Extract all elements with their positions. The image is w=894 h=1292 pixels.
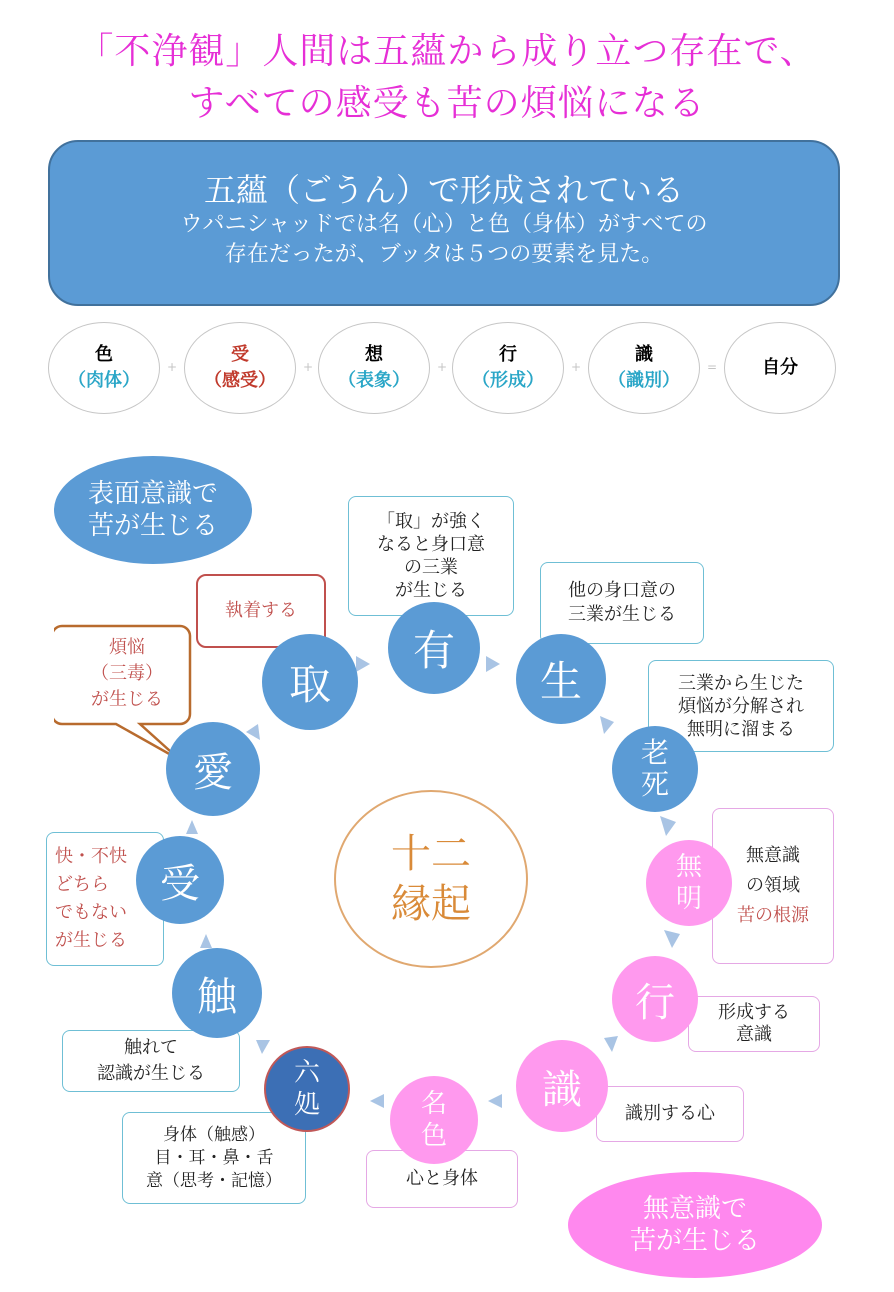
box-text: どちら [55, 874, 109, 895]
skandha-sub: （形成） [472, 370, 544, 391]
box-text: の領域 [746, 875, 800, 896]
box-text: 形成する [718, 1002, 790, 1023]
box-text: 触れて [124, 1037, 178, 1058]
title-line-1: 「不浄観」人間は五蘊から成り立つ存在で、 [77, 31, 817, 72]
ellipse-text: 無意識で [642, 1194, 747, 1224]
equals-sign: = [706, 360, 718, 374]
box-text: が生じる [91, 689, 163, 710]
node-text: 老 [640, 736, 669, 769]
arrow-icon [356, 656, 370, 672]
node-text: 無 [675, 852, 702, 882]
node-grasping [262, 634, 358, 730]
node-birth [516, 634, 606, 724]
consciousness-desc-box [596, 1086, 744, 1142]
node-text: 処 [293, 1090, 320, 1120]
node-text: 生 [539, 657, 582, 706]
box-text: 意（思考・記憶） [146, 1170, 282, 1191]
arrow-icon [660, 816, 676, 836]
node-text: 死 [640, 768, 669, 801]
box-text: 無明に溜まる [687, 718, 795, 740]
node-text: 色 [420, 1121, 447, 1151]
center-text: 十二 [391, 831, 471, 877]
plus-sign: + [302, 360, 314, 374]
box-text: 「取」が強く [377, 511, 485, 532]
box-text: 煩悩が分解され [678, 695, 804, 717]
box-text: 目・耳・鼻・舌 [154, 1147, 274, 1168]
ellipse-text: 苦が生じる [629, 1226, 760, 1256]
arrow-icon [486, 656, 500, 672]
box-text: が生じる [55, 930, 127, 951]
afflictions-bubble [58, 628, 196, 720]
ellipse-text: 表面意識で [87, 479, 218, 509]
node-text: 六 [293, 1058, 320, 1088]
skandha-main: 受 [231, 344, 249, 365]
node-text: 有 [412, 626, 455, 675]
ellipse-text: 苦が生じる [87, 511, 218, 541]
box-text: 身体（触感） [163, 1124, 265, 1145]
box-text: なると身口意 [377, 534, 485, 555]
node-text: 名 [420, 1089, 447, 1119]
node-aging-death [612, 726, 698, 812]
surface-consciousness-ellipse [54, 456, 252, 564]
box-text: 心と身体 [406, 1168, 478, 1189]
box-text: 快・不快 [55, 846, 127, 867]
banner-heading: 五蘊（ごうん）で形成されている [203, 171, 684, 209]
box-text: 三業が生じる [568, 604, 676, 625]
node-text: 取 [288, 660, 331, 709]
box-text: 認識が生じる [97, 1063, 205, 1084]
contact-desc-box [62, 1030, 240, 1092]
center-text: 縁起 [391, 881, 471, 927]
box-text: 識別する心 [625, 1103, 715, 1124]
formation-desc-box [688, 996, 820, 1052]
twelve-links-center [334, 790, 528, 968]
plus-sign: + [166, 360, 178, 374]
arrow-icon [256, 1040, 270, 1054]
node-text: 受 [160, 860, 200, 907]
banner-subtext-2: 存在だったが、ブッタは５つの要素を見た。 [224, 242, 664, 267]
skandha-sub: （識別） [608, 370, 680, 391]
banner-subtext-1: ウパニシャッドでは名（心）と色（身体）がすべての [180, 212, 708, 237]
skandha-sub: （感受） [204, 370, 276, 391]
unconscious-ellipse [568, 1172, 822, 1278]
box-text: の三業 [404, 557, 458, 578]
becoming-desc-box [348, 496, 514, 616]
node-text: 明 [675, 884, 702, 914]
node-formations [612, 956, 698, 1042]
birth-desc-box [540, 562, 704, 644]
result-label: 自分 [762, 357, 798, 378]
node-ignorance [646, 840, 732, 926]
node-becoming [388, 602, 480, 694]
box-text: 他の身口意の [568, 580, 676, 601]
box-text: 苦の根源 [737, 905, 809, 926]
arrow-icon [488, 1094, 502, 1108]
node-text: 愛 [193, 749, 233, 796]
arrow-icon [186, 820, 198, 834]
arrow-icon [600, 716, 614, 734]
box-text: が生じる [395, 580, 467, 601]
box-text: 意識 [736, 1024, 772, 1045]
arrow-icon [370, 1094, 384, 1108]
skandha-main: 想 [365, 344, 383, 365]
box-text: 煩悩 [109, 637, 145, 658]
box-text: 執着する [225, 600, 297, 621]
node-text: 識 [542, 1066, 582, 1113]
box-text: でもない [55, 902, 127, 923]
skandha-main: 識 [635, 344, 653, 365]
skandha-sub: （表象） [338, 370, 410, 391]
node-craving [166, 722, 260, 816]
skandha-main: 行 [499, 344, 517, 365]
node-feeling [136, 836, 224, 924]
arrow-icon [200, 934, 212, 948]
skandha-main: 色 [95, 344, 113, 365]
plus-sign: + [570, 360, 582, 374]
node-text: 触 [197, 973, 237, 1020]
box-text: 無意識 [746, 845, 800, 866]
title-line-2: すべての感受も苦の煩悩になる [188, 83, 706, 124]
box-text: 三業から生じた [678, 672, 804, 694]
arrow-icon [664, 930, 680, 948]
node-name-form [390, 1076, 478, 1164]
node-consciousness [516, 1040, 608, 1132]
skandha-sub: （肉体） [68, 370, 140, 391]
arrow-icon [604, 1036, 618, 1052]
node-six-senses [264, 1046, 350, 1132]
node-text: 行 [635, 979, 675, 1026]
six-senses-desc-box [122, 1112, 306, 1204]
box-text: （三毒） [91, 663, 163, 684]
node-contact [172, 948, 262, 1038]
plus-sign: + [436, 360, 448, 374]
